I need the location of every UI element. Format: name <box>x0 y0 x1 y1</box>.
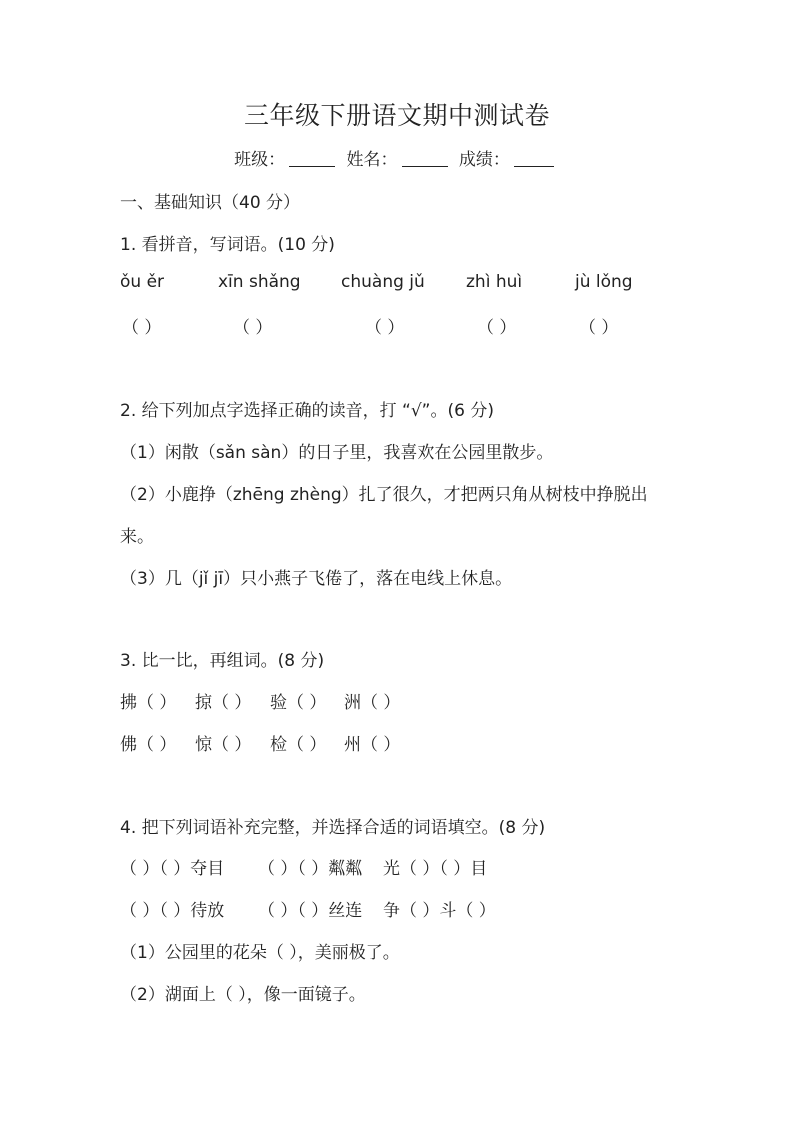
question-2-item-continued: 来。 <box>120 527 154 547</box>
compare-word[interactable]: 掠（ ） <box>195 693 252 713</box>
pinyin-2: xīn shǎng <box>218 272 301 292</box>
idiom-blank[interactable]: （ ）（ ）夺目 <box>120 859 225 879</box>
score-label: 成绩： <box>458 150 510 170</box>
question-2-item: （1）闲散（sǎn sàn）的日子里，我喜欢在公园里散步。 <box>120 443 554 463</box>
pinyin-1: ǒu ěr <box>120 272 165 292</box>
answer-blank-2[interactable]: （ ） <box>233 318 273 338</box>
idiom-blank[interactable]: 争（ ）斗（ ） <box>383 901 496 921</box>
question-2-heading: 2. 给下列加点字选择正确的读音，打 “√”。(6 分) <box>120 401 494 421</box>
score-blank[interactable] <box>514 166 554 167</box>
compare-word[interactable]: 州（ ） <box>344 735 401 755</box>
compare-word[interactable]: 验（ ） <box>270 693 327 713</box>
question-2-item: （3）几（jǐ jī）只小燕子飞倦了，落在电线上休息。 <box>120 569 513 589</box>
question-3-heading: 3. 比一比，再组词。(8 分) <box>120 651 325 671</box>
compare-word[interactable]: 检（ ） <box>270 735 327 755</box>
compare-word[interactable]: 拂（ ） <box>120 693 177 713</box>
class-blank[interactable] <box>289 166 335 167</box>
compare-word[interactable]: 洲（ ） <box>344 693 401 713</box>
idiom-blank[interactable]: （ ）（ ）丝连 <box>258 901 363 921</box>
compare-word[interactable]: 佛（ ） <box>120 735 177 755</box>
pinyin-5: jù lǒng <box>575 272 633 292</box>
pinyin-3: chuàng jǔ <box>341 272 425 292</box>
answer-blank-1[interactable]: （ ） <box>122 318 162 338</box>
answer-blank-5[interactable]: （ ） <box>579 318 619 338</box>
idiom-blank[interactable]: 光（ ）（ ）目 <box>383 859 488 879</box>
fill-sentence: （1）公园里的花朵（ ），美丽极了。 <box>120 943 400 963</box>
fill-sentence: （2）湖面上（ ），像一面镜子。 <box>120 985 366 1005</box>
name-blank[interactable] <box>402 166 448 167</box>
compare-word[interactable]: 惊（ ） <box>195 735 252 755</box>
student-info-line <box>0 145 794 170</box>
question-2-item: （2）小鹿挣（zhēng zhèng）扎了很久，才把两只角从树枝中挣脱出 <box>120 485 648 505</box>
question-4-heading: 4. 把下列词语补充完整，并选择合适的词语填空。(8 分) <box>120 818 546 838</box>
pinyin-4: zhì huì <box>466 272 523 292</box>
question-1-heading: 1. 看拼音，写词语。(10 分) <box>120 235 335 255</box>
answer-blank-3[interactable]: （ ） <box>365 318 405 338</box>
idiom-blank[interactable]: （ ）（ ）粼粼 <box>258 859 363 879</box>
idiom-blank[interactable]: （ ）（ ）待放 <box>120 901 225 921</box>
answer-blank-4[interactable]: （ ） <box>477 318 517 338</box>
page-title: 三年级下册语文期中测试卷 <box>243 101 550 130</box>
section-heading: 一、基础知识（40 分） <box>120 193 301 213</box>
class-label: 班级： <box>234 150 286 170</box>
name-label: 姓名： <box>346 150 398 170</box>
